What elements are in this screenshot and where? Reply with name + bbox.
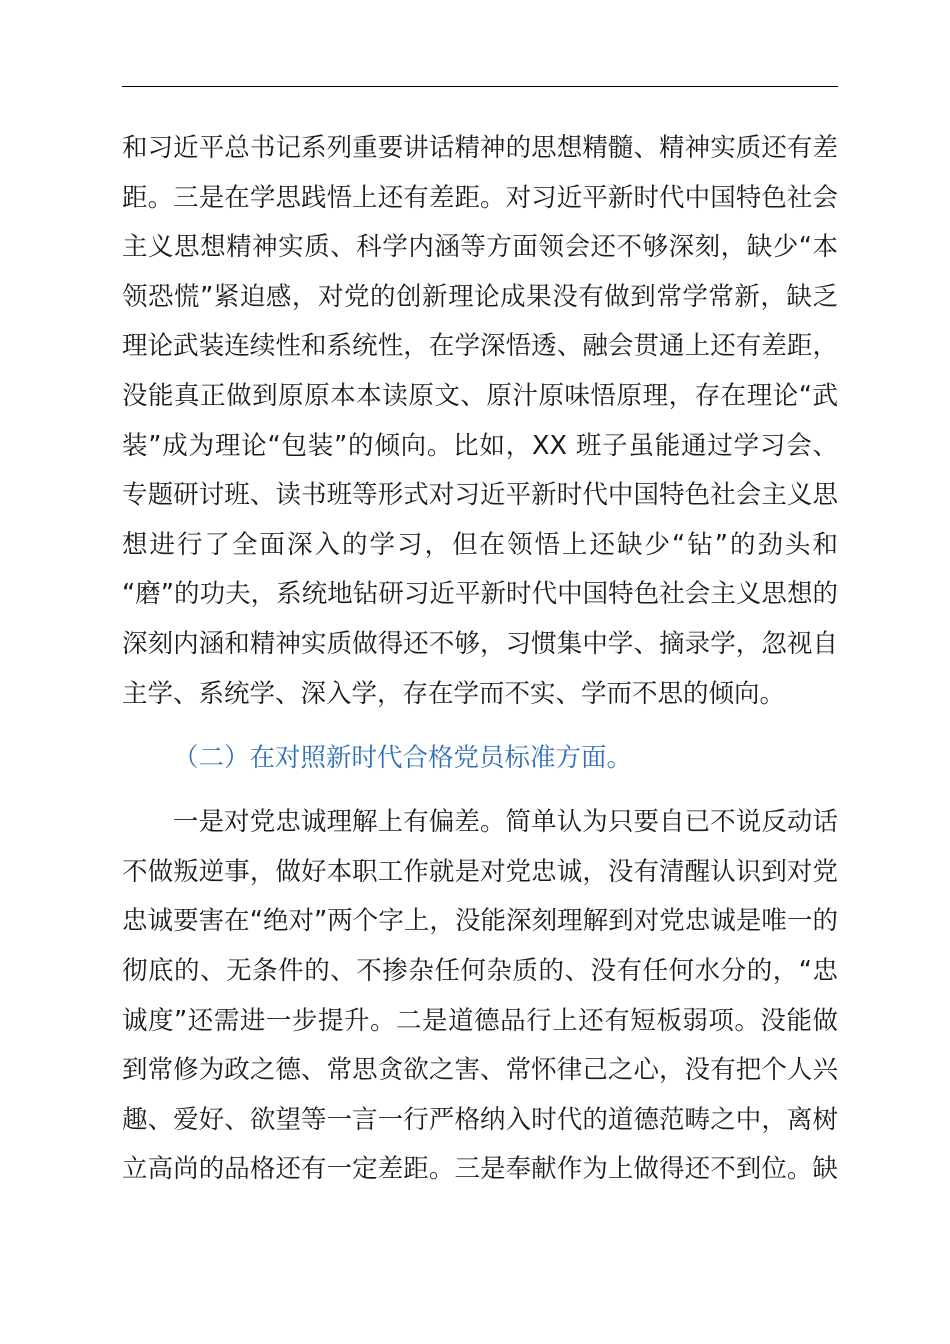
- text-line: 专题研讨班、读书班等形式对习近平新时代中国特色社会主义思: [122, 480, 838, 511]
- text-line: 装”成为理论“包装”的倾向。比如，XX 班子虽能通过学习会、: [122, 430, 838, 461]
- text-line: 理论武装连续性和系统性，在学深悟透、融会贯通上还有差距，: [122, 331, 838, 362]
- text-line: 诚度”还需进一步提升。二是道德品行上还有短板弱项。没能做: [122, 1005, 838, 1036]
- text-line: 立高尚的品格还有一定差距。三是奉献作为上做得还不到位。缺: [122, 1154, 838, 1185]
- text-line: 不做叛逆事，做好本职工作就是对党忠诚，没有清醒认识到对党: [122, 856, 838, 887]
- header-rule: [122, 86, 838, 87]
- text-line: 忠诚要害在“绝对”两个字上，没能深刻理解到对党忠诚是唯一的: [122, 906, 838, 937]
- text-line: 主义思想精神实质、科学内涵等方面领会还不够深刻，缺少“本: [122, 232, 838, 263]
- text-line: 彻底的、无条件的、不掺杂任何杂质的、没有任何水分的，“忠: [122, 955, 838, 986]
- text-line: 趣、爱好、欲望等一言一行严格纳入时代的道德范畴之中，离树: [122, 1104, 838, 1135]
- spacer: [122, 719, 838, 729]
- text-line: 领恐慌”紧迫感，对党的创新理论成果没有做到常学常新，缺乏: [122, 281, 838, 312]
- text-line: 主学、系统学、深入学，存在学而不实、学而不思的倾向。: [122, 678, 786, 709]
- text-line: 和习近平总书记系列重要讲话精神的思想精髓、精神实质还有差: [122, 133, 838, 163]
- text-line: 深刻内涵和精神实质做得还不够，习惯集中学、摘录学，忽视自: [122, 628, 838, 659]
- text-line: 想进行了全面深入的学习，但在领悟上还缺少“钻”的劲头和: [122, 529, 838, 560]
- text-line: 到常修为政之德、常思贪欲之害、常怀律己之心，没有把个人兴: [122, 1055, 838, 1086]
- paragraph-1: [122, 124, 838, 719]
- section-heading: （二）在对照新时代合格党员标准方面。: [173, 743, 633, 774]
- paragraph-2: [122, 798, 838, 1195]
- text-line: 距。三是在学思践悟上还有差距。对习近平新时代中国特色社会: [122, 182, 838, 213]
- spacer: [122, 788, 838, 798]
- document-body: [122, 124, 838, 1195]
- text-line: 没能真正做到原原本本读原文、原汁原味悟原理，存在理论“武: [122, 380, 838, 411]
- text-line: “磨”的功夫，系统地钻研习近平新时代中国特色社会主义思想的: [122, 579, 838, 610]
- text-line: 一是对党忠诚理解上有偏差。简单认为只要自已不说反动话: [173, 807, 838, 838]
